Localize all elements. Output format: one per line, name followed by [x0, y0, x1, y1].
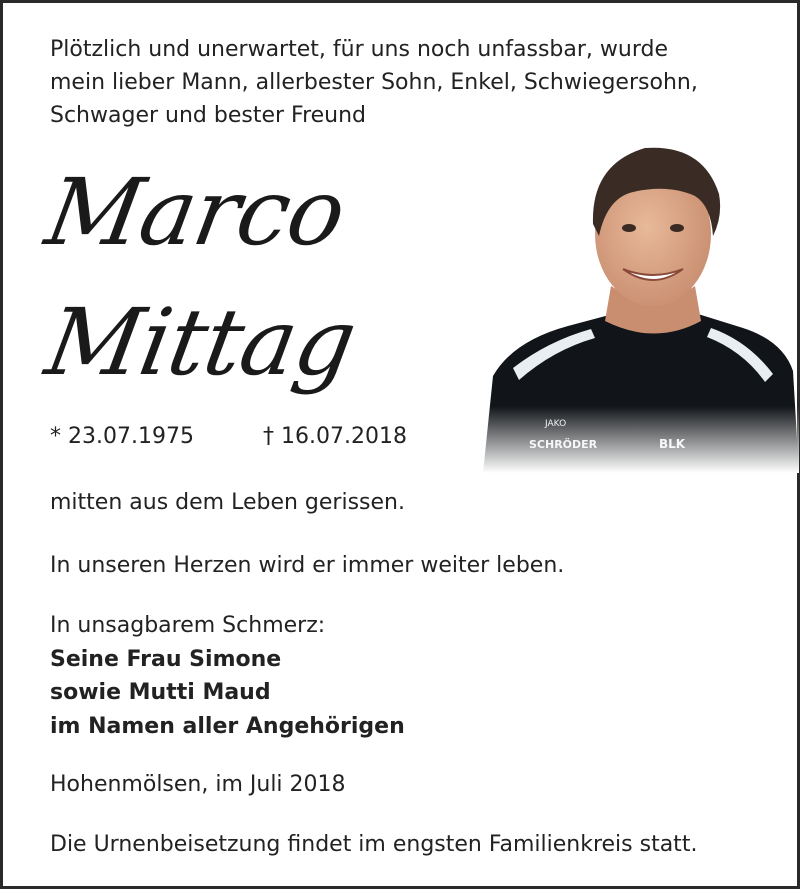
mourner-line-2: sowie Mutti Maud [50, 680, 271, 705]
grief-intro: In unsagbarem Schmerz: [50, 613, 326, 638]
first-name: Marco [38, 159, 353, 266]
portrait-photo [473, 136, 799, 473]
life-dates [50, 420, 407, 453]
intro-text [50, 33, 698, 132]
mourner-line-1: Seine Frau Simone [50, 647, 282, 672]
torn-text: mitten aus dem Leben gerissen. [50, 490, 405, 515]
intro-line-1: Plötzlich und unerwartet, für uns noch unfassbar, wurde [50, 37, 668, 62]
birth-date: * 23.07.1975 [50, 424, 194, 449]
intro-line-3: Schwager und bester Freund [50, 103, 367, 128]
mourner-line-3: im Namen aller Angehörigen [50, 714, 405, 739]
intro-line-2: mein lieber Mann, allerbester Sohn, Enkel, Schwiegersohn, [50, 70, 698, 95]
death-date: † 16.07.2018 [263, 424, 407, 449]
hearts-text: In unseren Herzen wird er immer weiter leben. [50, 553, 565, 578]
burial-notice: Die Urnenbeisetzung findet im engsten Familienkreis statt. [50, 832, 698, 857]
place-date: Hohenmölsen, im Juli 2018 [50, 772, 346, 797]
last-name: Mittag [38, 289, 363, 396]
